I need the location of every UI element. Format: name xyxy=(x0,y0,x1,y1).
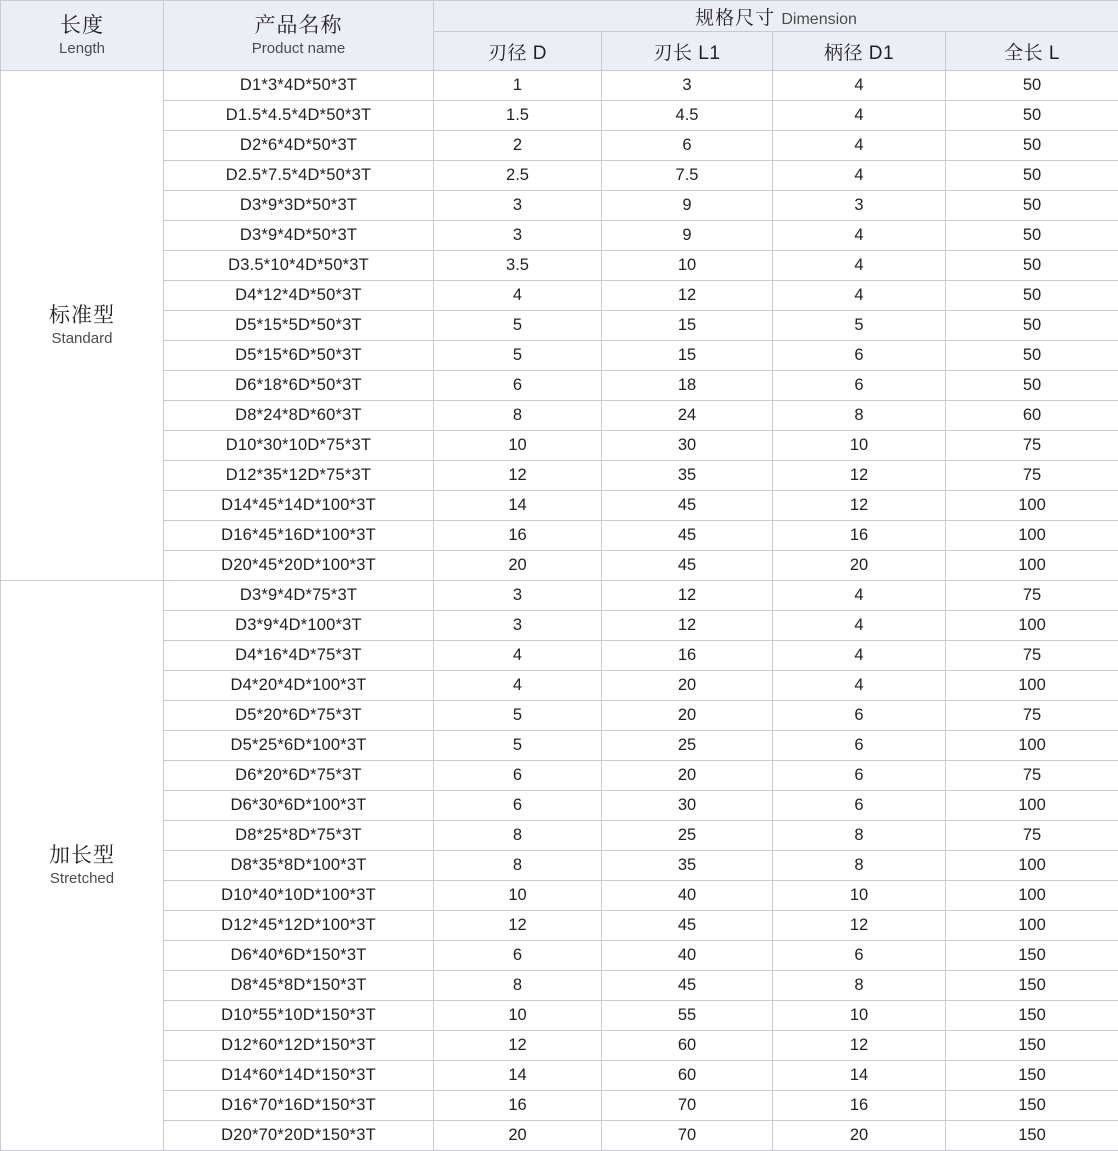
cell-l: 150 xyxy=(946,1061,1118,1091)
cell-l1: 15 xyxy=(602,311,773,341)
cell-product-name: D8*45*8D*150*3T xyxy=(164,971,434,1001)
cell-l1: 10 xyxy=(602,251,773,281)
cell-l1: 25 xyxy=(602,821,773,851)
cell-product-name: D10*30*10D*75*3T xyxy=(164,431,434,461)
table-row xyxy=(1,401,1118,431)
cell-d: 4 xyxy=(434,281,602,311)
cell-l1: 9 xyxy=(602,221,773,251)
group-label-cn: 加长型 xyxy=(1,842,163,869)
cell-d1: 10 xyxy=(773,431,946,461)
table-row xyxy=(1,581,1118,611)
cell-product-name: D10*55*10D*150*3T xyxy=(164,1001,434,1031)
cell-l1: 20 xyxy=(602,671,773,701)
table-row xyxy=(1,341,1118,371)
table-row xyxy=(1,281,1118,311)
cell-l: 100 xyxy=(946,491,1118,521)
cell-d: 14 xyxy=(434,491,602,521)
table-row xyxy=(1,611,1118,641)
group-label-stretched xyxy=(1,581,164,1151)
cell-l1: 70 xyxy=(602,1121,773,1151)
table-row xyxy=(1,221,1118,251)
cell-l1: 12 xyxy=(602,581,773,611)
cell-d1: 12 xyxy=(773,461,946,491)
header-length xyxy=(1,1,164,71)
table-row xyxy=(1,1031,1118,1061)
cell-product-name: D4*20*4D*100*3T xyxy=(164,671,434,701)
cell-d1: 5 xyxy=(773,311,946,341)
cell-d: 5 xyxy=(434,341,602,371)
cell-d: 8 xyxy=(434,851,602,881)
cell-d: 3 xyxy=(434,221,602,251)
cell-d1: 20 xyxy=(773,1121,946,1151)
table-row xyxy=(1,551,1118,581)
table-body xyxy=(1,71,1118,1151)
table-row xyxy=(1,1091,1118,1121)
cell-l1: 35 xyxy=(602,851,773,881)
cell-l: 100 xyxy=(946,671,1118,701)
cell-l1: 7.5 xyxy=(602,161,773,191)
cell-l: 50 xyxy=(946,131,1118,161)
cell-d: 3 xyxy=(434,191,602,221)
cell-l1: 12 xyxy=(602,611,773,641)
table-row xyxy=(1,71,1118,101)
cell-l1: 40 xyxy=(602,881,773,911)
cell-product-name: D20*45*20D*100*3T xyxy=(164,551,434,581)
cell-d: 12 xyxy=(434,911,602,941)
table-row xyxy=(1,491,1118,521)
cell-l1: 25 xyxy=(602,731,773,761)
cell-l1: 30 xyxy=(602,791,773,821)
table-row xyxy=(1,191,1118,221)
cell-l: 50 xyxy=(946,221,1118,251)
cell-d: 8 xyxy=(434,971,602,1001)
cell-product-name: D3*9*4D*50*3T xyxy=(164,221,434,251)
cell-l: 60 xyxy=(946,401,1118,431)
cell-d: 5 xyxy=(434,311,602,341)
cell-l: 50 xyxy=(946,191,1118,221)
cell-l1: 45 xyxy=(602,551,773,581)
cell-d: 12 xyxy=(434,461,602,491)
cell-l: 150 xyxy=(946,1001,1118,1031)
cell-d: 16 xyxy=(434,1091,602,1121)
cell-d1: 10 xyxy=(773,1001,946,1031)
header-length-en: Length xyxy=(1,39,163,59)
header-length-cn: 长度 xyxy=(1,13,163,39)
cell-d1: 4 xyxy=(773,281,946,311)
cell-l: 75 xyxy=(946,431,1118,461)
cell-product-name: D3*9*3D*50*3T xyxy=(164,191,434,221)
cell-l: 50 xyxy=(946,371,1118,401)
header-product-name xyxy=(164,1,434,71)
cell-product-name: D1.5*4.5*4D*50*3T xyxy=(164,101,434,131)
cell-l1: 45 xyxy=(602,491,773,521)
cell-l: 75 xyxy=(946,461,1118,491)
cell-d: 1.5 xyxy=(434,101,602,131)
cell-l: 50 xyxy=(946,281,1118,311)
cell-d: 6 xyxy=(434,791,602,821)
group-label-en: Standard xyxy=(1,329,163,349)
table-row xyxy=(1,731,1118,761)
cell-product-name: D14*60*14D*150*3T xyxy=(164,1061,434,1091)
cell-product-name: D2.5*7.5*4D*50*3T xyxy=(164,161,434,191)
cell-product-name: D1*3*4D*50*3T xyxy=(164,71,434,101)
cell-l1: 60 xyxy=(602,1031,773,1061)
cell-d1: 10 xyxy=(773,881,946,911)
cell-l: 50 xyxy=(946,101,1118,131)
cell-l1: 55 xyxy=(602,1001,773,1031)
cell-l1: 18 xyxy=(602,371,773,401)
cell-product-name: D3*9*4D*75*3T xyxy=(164,581,434,611)
cell-l: 100 xyxy=(946,911,1118,941)
cell-product-name: D4*16*4D*75*3T xyxy=(164,641,434,671)
cell-d1: 8 xyxy=(773,971,946,1001)
cell-d1: 6 xyxy=(773,731,946,761)
header-dimension-cn: 规格尺寸 xyxy=(695,8,775,29)
cell-product-name: D3*9*4D*100*3T xyxy=(164,611,434,641)
cell-d1: 4 xyxy=(773,611,946,641)
table-row xyxy=(1,791,1118,821)
cell-d1: 16 xyxy=(773,1091,946,1121)
cell-l1: 4.5 xyxy=(602,101,773,131)
cell-product-name: D10*40*10D*100*3T xyxy=(164,881,434,911)
cell-d1: 4 xyxy=(773,251,946,281)
table-row xyxy=(1,251,1118,281)
cell-product-name: D5*20*6D*75*3T xyxy=(164,701,434,731)
cell-d: 20 xyxy=(434,1121,602,1151)
cell-l: 100 xyxy=(946,521,1118,551)
cell-d1: 3 xyxy=(773,191,946,221)
cell-product-name: D12*35*12D*75*3T xyxy=(164,461,434,491)
cell-l1: 45 xyxy=(602,521,773,551)
header-col-l: 全长 L xyxy=(946,32,1118,71)
cell-l1: 6 xyxy=(602,131,773,161)
cell-d1: 12 xyxy=(773,1031,946,1061)
cell-d: 8 xyxy=(434,401,602,431)
cell-l1: 12 xyxy=(602,281,773,311)
group-label-standard xyxy=(1,71,164,581)
cell-l1: 20 xyxy=(602,761,773,791)
table-row xyxy=(1,1061,1118,1091)
cell-d: 6 xyxy=(434,941,602,971)
cell-d1: 6 xyxy=(773,941,946,971)
cell-d: 14 xyxy=(434,1061,602,1091)
table-row xyxy=(1,761,1118,791)
table-row xyxy=(1,881,1118,911)
cell-d1: 8 xyxy=(773,821,946,851)
table-row xyxy=(1,1121,1118,1151)
cell-l: 75 xyxy=(946,701,1118,731)
cell-d1: 6 xyxy=(773,371,946,401)
cell-l1: 3 xyxy=(602,71,773,101)
cell-l: 100 xyxy=(946,611,1118,641)
cell-d: 6 xyxy=(434,371,602,401)
cell-d1: 20 xyxy=(773,551,946,581)
cell-d1: 4 xyxy=(773,641,946,671)
cell-d: 10 xyxy=(434,1001,602,1031)
cell-d1: 6 xyxy=(773,341,946,371)
table-row xyxy=(1,671,1118,701)
cell-d: 3 xyxy=(434,581,602,611)
header-col-l1: 刃长 L1 xyxy=(602,32,773,71)
cell-l1: 9 xyxy=(602,191,773,221)
cell-d1: 4 xyxy=(773,581,946,611)
table-row xyxy=(1,521,1118,551)
cell-product-name: D8*35*8D*100*3T xyxy=(164,851,434,881)
table-row xyxy=(1,821,1118,851)
cell-l1: 24 xyxy=(602,401,773,431)
table-row xyxy=(1,641,1118,671)
header-dimension xyxy=(434,1,1118,32)
cell-d1: 12 xyxy=(773,911,946,941)
cell-l: 50 xyxy=(946,161,1118,191)
cell-d1: 6 xyxy=(773,761,946,791)
cell-product-name: D2*6*4D*50*3T xyxy=(164,131,434,161)
cell-l: 75 xyxy=(946,641,1118,671)
cell-l1: 16 xyxy=(602,641,773,671)
header-col-d1: 柄径 D1 xyxy=(773,32,946,71)
cell-d: 10 xyxy=(434,431,602,461)
cell-l: 100 xyxy=(946,791,1118,821)
cell-l: 100 xyxy=(946,731,1118,761)
cell-d1: 4 xyxy=(773,101,946,131)
cell-d: 20 xyxy=(434,551,602,581)
header-col-d: 刃径 D xyxy=(434,32,602,71)
cell-l: 150 xyxy=(946,941,1118,971)
cell-l: 50 xyxy=(946,341,1118,371)
cell-product-name: D14*45*14D*100*3T xyxy=(164,491,434,521)
cell-product-name: D3.5*10*4D*50*3T xyxy=(164,251,434,281)
table-row xyxy=(1,911,1118,941)
cell-l1: 35 xyxy=(602,461,773,491)
cell-l: 150 xyxy=(946,1121,1118,1151)
cell-d1: 6 xyxy=(773,791,946,821)
cell-l: 150 xyxy=(946,1031,1118,1061)
cell-d: 4 xyxy=(434,671,602,701)
cell-product-name: D16*70*16D*150*3T xyxy=(164,1091,434,1121)
table-row xyxy=(1,941,1118,971)
table-row xyxy=(1,431,1118,461)
group-label-en: Stretched xyxy=(1,869,163,889)
table-row xyxy=(1,851,1118,881)
header-row-top xyxy=(1,1,1118,32)
cell-product-name: D4*12*4D*50*3T xyxy=(164,281,434,311)
cell-l1: 20 xyxy=(602,701,773,731)
cell-l: 100 xyxy=(946,851,1118,881)
table-header xyxy=(1,1,1118,71)
cell-d1: 4 xyxy=(773,71,946,101)
cell-product-name: D6*18*6D*50*3T xyxy=(164,371,434,401)
cell-l1: 40 xyxy=(602,941,773,971)
table-row xyxy=(1,371,1118,401)
group-label-cn: 标准型 xyxy=(1,302,163,329)
cell-d1: 14 xyxy=(773,1061,946,1091)
header-dimension-en: Dimension xyxy=(781,11,857,28)
cell-product-name: D12*60*12D*150*3T xyxy=(164,1031,434,1061)
table-row xyxy=(1,101,1118,131)
cell-product-name: D20*70*20D*150*3T xyxy=(164,1121,434,1151)
cell-d1: 16 xyxy=(773,521,946,551)
cell-d: 3 xyxy=(434,611,602,641)
table-row xyxy=(1,1001,1118,1031)
cell-l1: 45 xyxy=(602,971,773,1001)
cell-l: 50 xyxy=(946,251,1118,281)
table-row xyxy=(1,161,1118,191)
cell-product-name: D5*15*6D*50*3T xyxy=(164,341,434,371)
cell-d: 3.5 xyxy=(434,251,602,281)
cell-l: 150 xyxy=(946,971,1118,1001)
table-row xyxy=(1,461,1118,491)
cell-d: 10 xyxy=(434,881,602,911)
cell-l: 100 xyxy=(946,881,1118,911)
table-row xyxy=(1,311,1118,341)
cell-product-name: D16*45*16D*100*3T xyxy=(164,521,434,551)
cell-product-name: D12*45*12D*100*3T xyxy=(164,911,434,941)
cell-l: 50 xyxy=(946,311,1118,341)
cell-l: 75 xyxy=(946,761,1118,791)
cell-product-name: D5*25*6D*100*3T xyxy=(164,731,434,761)
table-row xyxy=(1,971,1118,1001)
cell-product-name: D6*30*6D*100*3T xyxy=(164,791,434,821)
cell-d: 8 xyxy=(434,821,602,851)
cell-d1: 6 xyxy=(773,701,946,731)
header-product-name-cn: 产品名称 xyxy=(164,13,433,39)
cell-d1: 12 xyxy=(773,491,946,521)
cell-product-name: D6*20*6D*75*3T xyxy=(164,761,434,791)
cell-l1: 15 xyxy=(602,341,773,371)
cell-l: 75 xyxy=(946,821,1118,851)
cell-l: 50 xyxy=(946,71,1118,101)
cell-product-name: D6*40*6D*150*3T xyxy=(164,941,434,971)
table-row xyxy=(1,701,1118,731)
cell-d: 12 xyxy=(434,1031,602,1061)
cell-d: 5 xyxy=(434,731,602,761)
cell-d1: 4 xyxy=(773,161,946,191)
cell-d1: 4 xyxy=(773,221,946,251)
cell-product-name: D8*24*8D*60*3T xyxy=(164,401,434,431)
cell-d: 2.5 xyxy=(434,161,602,191)
cell-d: 2 xyxy=(434,131,602,161)
cell-l1: 45 xyxy=(602,911,773,941)
cell-d: 16 xyxy=(434,521,602,551)
cell-l: 75 xyxy=(946,581,1118,611)
cell-l1: 30 xyxy=(602,431,773,461)
header-product-name-en: Product name xyxy=(164,39,433,59)
cell-l1: 70 xyxy=(602,1091,773,1121)
cell-l1: 60 xyxy=(602,1061,773,1091)
cell-product-name: D5*15*5D*50*3T xyxy=(164,311,434,341)
cell-d1: 8 xyxy=(773,851,946,881)
table-row xyxy=(1,131,1118,161)
cell-d: 4 xyxy=(434,641,602,671)
cell-d1: 4 xyxy=(773,671,946,701)
cell-l: 100 xyxy=(946,551,1118,581)
cell-d: 5 xyxy=(434,701,602,731)
cell-product-name: D8*25*8D*75*3T xyxy=(164,821,434,851)
cell-l: 150 xyxy=(946,1091,1118,1121)
cell-d: 1 xyxy=(434,71,602,101)
cell-d1: 8 xyxy=(773,401,946,431)
cell-d1: 4 xyxy=(773,131,946,161)
cell-d: 6 xyxy=(434,761,602,791)
